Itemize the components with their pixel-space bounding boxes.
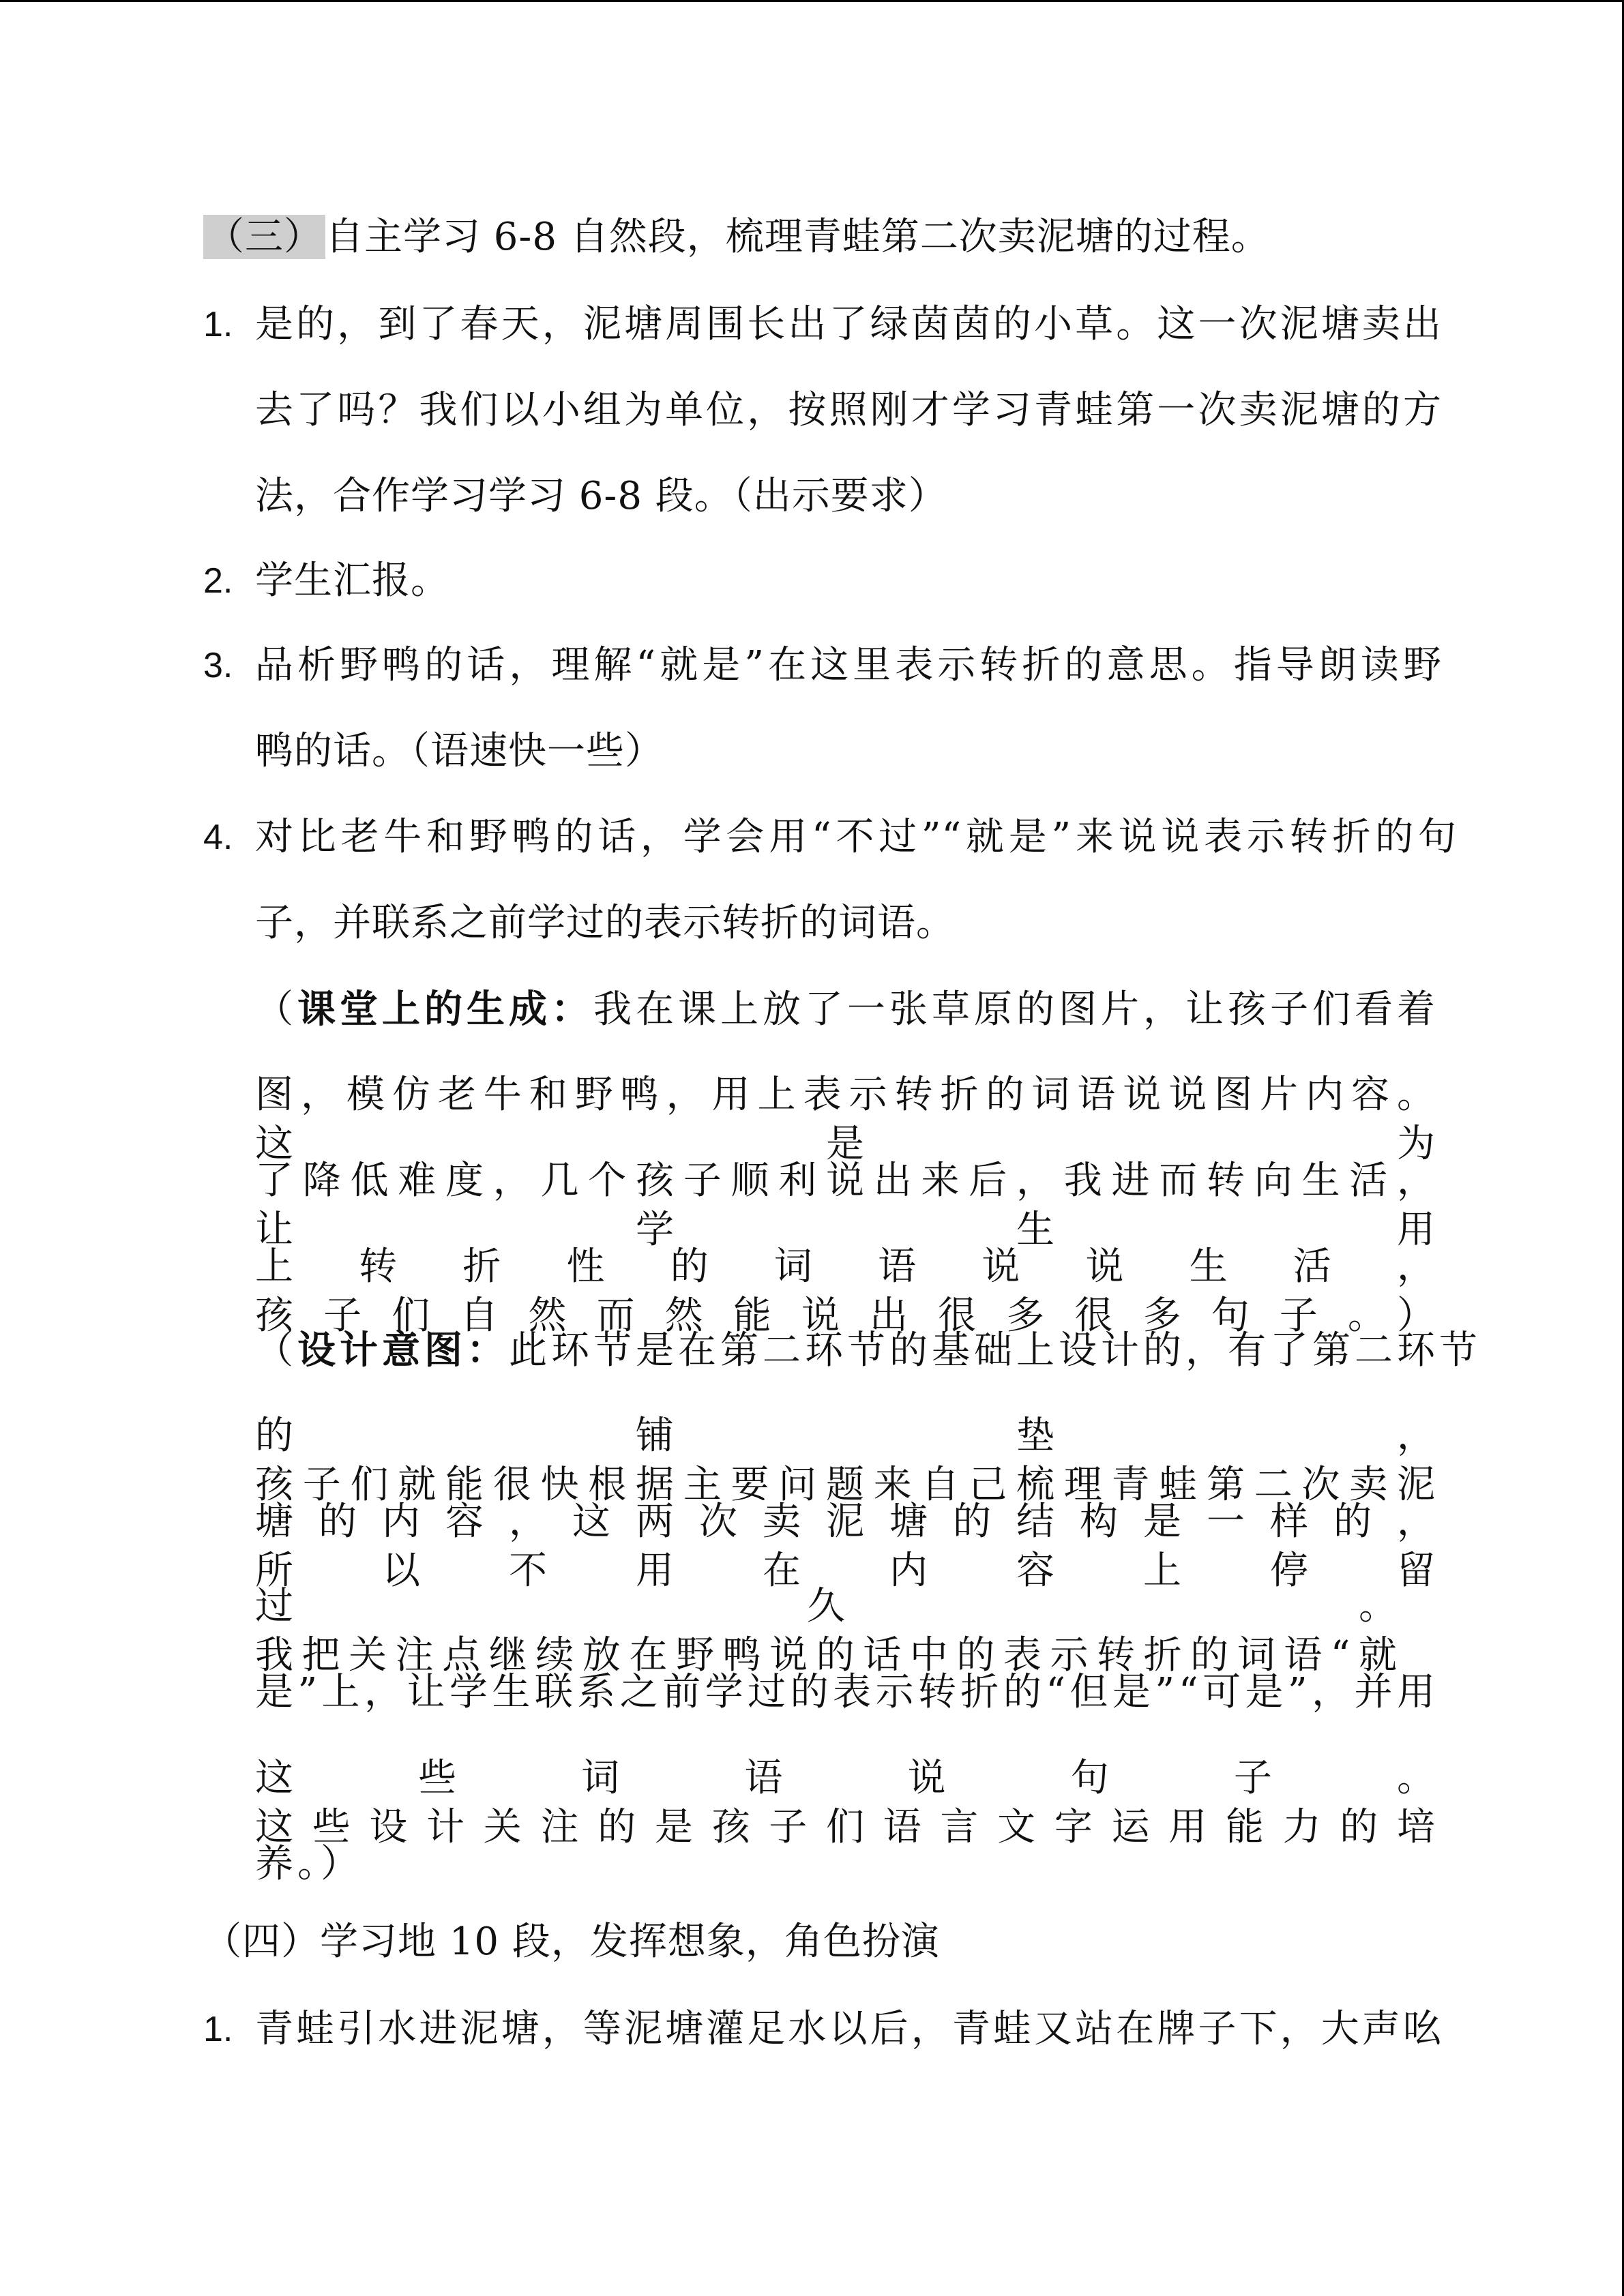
note-2-open-paren: （ xyxy=(255,1328,297,1373)
item-1-line-2: 去了吗？我们以小组为单位，按照刚才学习青蛙第一次卖泥塘的方 xyxy=(255,388,1442,432)
note-2-line-2: 的铺垫，孩子们就能很快根据主要问题来自己梳理青蛙第二次卖泥 xyxy=(255,1414,1439,1507)
item-1-line-3: 法，合作学习学习 6-8 段。（出示要求） xyxy=(255,474,947,518)
note-1-line-3: 了降低难度，几个孩子顺利说出来后，我进而转向生活，让学生用 xyxy=(255,1159,1439,1252)
item-3-line-2: 鸭的话。（语速快一些） xyxy=(255,729,664,773)
note-1-line-4: 上转折性的词语说说生活，孩子们自然而然能说出很多很多句子。） xyxy=(255,1244,1439,1338)
list-number-2: 2. xyxy=(203,561,233,601)
note-2-line-6: 这些词语说句子。这些设计关注的是孩子们语言文字运用能力的培 xyxy=(255,1756,1439,1849)
note-1-open-paren: （ xyxy=(255,987,297,1032)
item-4-line-1: 对比老牛和野鸭的话，学会用“不过”“就是”来说说表示转折的句 xyxy=(255,815,1457,859)
note-2-line-4: 过久。我把关注点继续放在野鸭说的话中的表示转折的词语“就 xyxy=(255,1584,1401,1678)
section-3-title: 自主学习 6-8 自然段，梳理青蛙第二次卖泥塘的过程。 xyxy=(325,215,1270,259)
note-1-label: 课堂上的生成： xyxy=(297,987,593,1032)
item-1-line-1: 是的，到了春天，泥塘周围长出了绿茵茵的小草。这一次泥塘卖出 xyxy=(255,302,1442,346)
note-1-line-2: 图，模仿老牛和野鸭，用上表示转折的词语说说图片内容。这是为 xyxy=(255,1073,1439,1166)
section-3-heading xyxy=(203,213,1270,262)
section-4-heading: （四）学习地 10 段，发挥想象，角色扮演 xyxy=(203,1920,940,1964)
note-2-line-3: 塘的内容，这两次卖泥塘的结构是一样的，所以不用在内容上停留 xyxy=(255,1500,1439,1593)
note-2-line-1: 此环节是在第二环节的基础上设计的，有了第二环节 xyxy=(509,1328,1481,1373)
section-3-label: （三） xyxy=(203,215,325,259)
note-1-line-1: 我在课上放了一张草原的图片，让孩子们看着 xyxy=(593,987,1439,1032)
item-4-line-2: 子，并联系之前学过的表示转折的词语。 xyxy=(255,901,955,945)
item-3-line-1: 品析野鸭的话，理解“就是”在这里表示转折的意思。指导朗读野 xyxy=(255,643,1442,687)
note-2-line-7: 养。） xyxy=(255,1842,363,1886)
section-4-list-number-1: 1. xyxy=(203,2010,233,2049)
item-2-line-1: 学生汇报。 xyxy=(255,558,449,603)
note-2-line-5: 是”上，让学生联系之前学过的表示转折的“但是”“可是”，并用 xyxy=(255,1670,1439,1714)
list-number-4: 4. xyxy=(203,818,233,857)
note-1-first-line xyxy=(255,985,1439,1034)
note-2-label: 设计意图： xyxy=(297,1328,509,1373)
note-2-first-line xyxy=(255,1326,1481,1375)
page-border-top xyxy=(0,0,1624,2)
list-number-1: 1. xyxy=(203,305,233,344)
section-4-item-1-line-1: 青蛙引水进泥塘，等泥塘灌足水以后，青蛙又站在牌子下，大声吆 xyxy=(255,2007,1442,2051)
list-number-3: 3. xyxy=(203,646,233,685)
